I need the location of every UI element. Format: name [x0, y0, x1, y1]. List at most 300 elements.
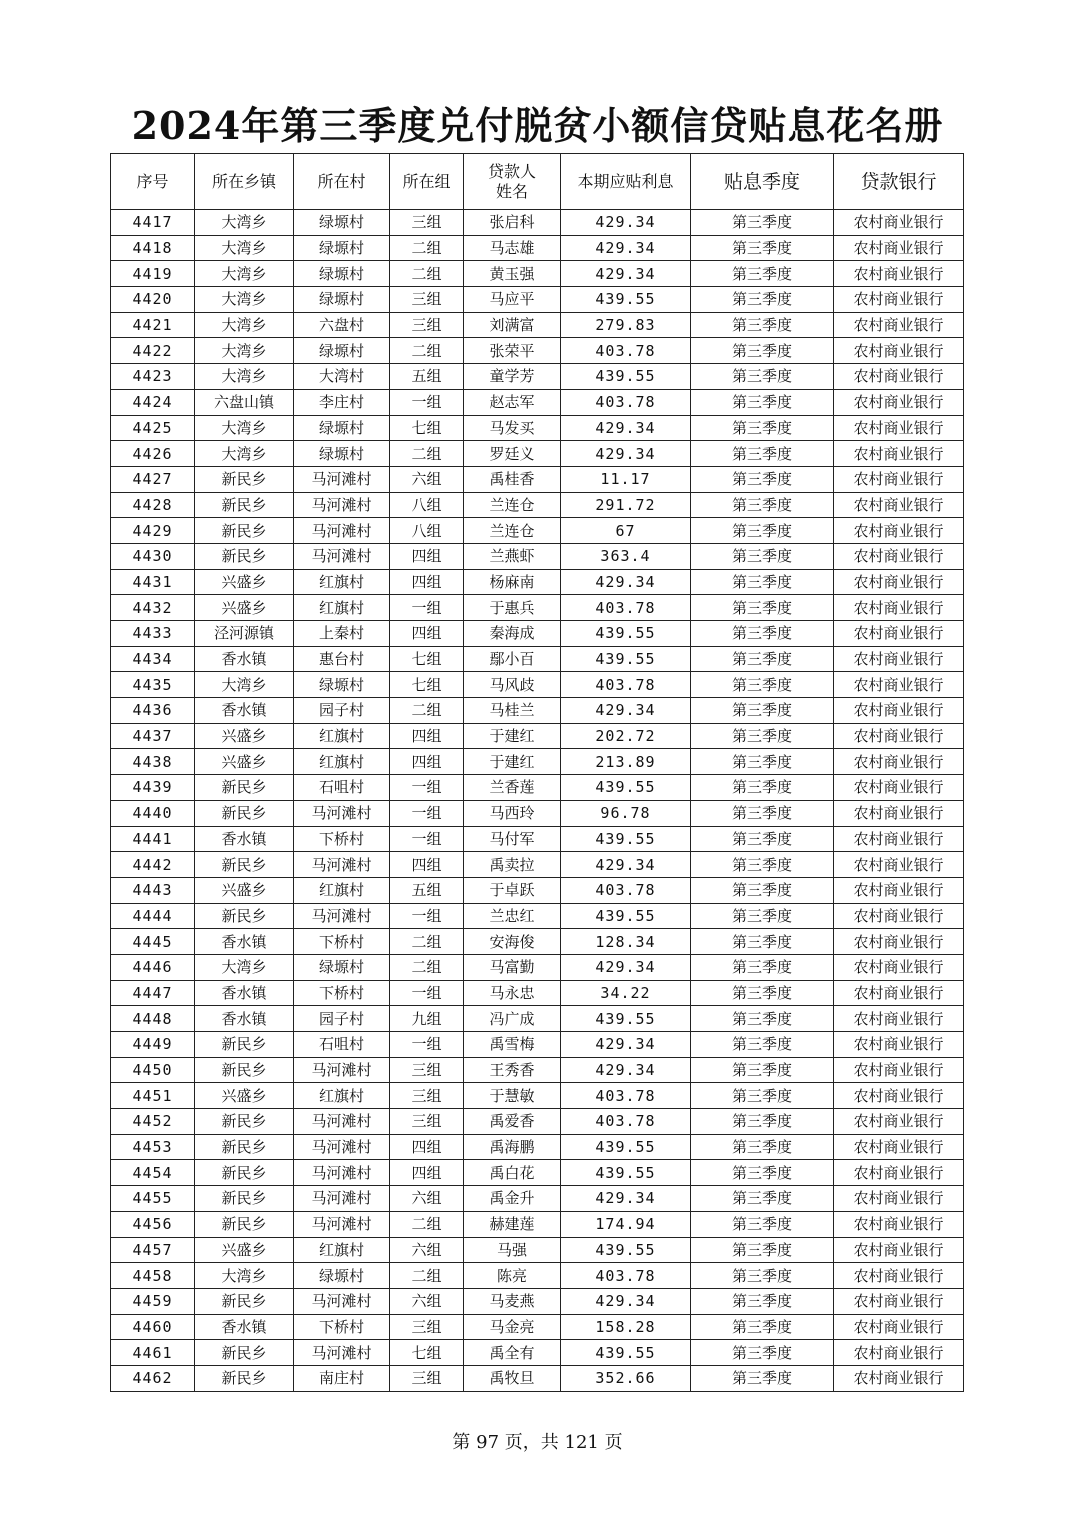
bank-cell: 农村商业银行: [834, 1032, 964, 1058]
bank-cell: 农村商业银行: [834, 723, 964, 749]
serial-cell: 4423: [111, 364, 195, 390]
serial-cell: 4452: [111, 1109, 195, 1135]
group-cell: 一组: [390, 903, 464, 929]
village-cell: 绿塬村: [294, 954, 390, 980]
township-cell: 泾河源镇: [195, 621, 294, 647]
borrower-name-cell: 马金亮: [464, 1314, 561, 1340]
table-row: [111, 903, 964, 929]
village-cell: 马河滩村: [294, 518, 390, 544]
township-cell: 新民乡: [195, 1032, 294, 1058]
bank-cell: 农村商业银行: [834, 954, 964, 980]
township-cell: 兴盛乡: [195, 749, 294, 775]
interest-cell: 439.55: [561, 775, 691, 801]
interest-cell: 429.34: [561, 1057, 691, 1083]
village-cell: 下桥村: [294, 1314, 390, 1340]
village-cell: 红旗村: [294, 595, 390, 621]
serial-cell: 4427: [111, 466, 195, 492]
page-title: 2024年第三季度兑付脱贫小额信贷贴息花名册: [131, 103, 944, 148]
township-cell: 大湾乡: [195, 415, 294, 441]
interest-cell: 439.55: [561, 1134, 691, 1160]
quarter-cell: 第三季度: [691, 518, 834, 544]
township-cell: 新民乡: [195, 492, 294, 518]
bank-cell: 农村商业银行: [834, 466, 964, 492]
serial-cell: 4428: [111, 492, 195, 518]
table-row: [111, 389, 964, 415]
bank-cell: 农村商业银行: [834, 569, 964, 595]
quarter-cell: 第三季度: [691, 415, 834, 441]
township-cell: 兴盛乡: [195, 877, 294, 903]
group-cell: 四组: [390, 749, 464, 775]
borrower-name-cell: 张荣平: [464, 338, 561, 364]
interest-cell: 439.55: [561, 1340, 691, 1366]
serial-cell: 4422: [111, 338, 195, 364]
township-cell: 香水镇: [195, 646, 294, 672]
table-row: [111, 235, 964, 261]
interest-cell: 429.34: [561, 852, 691, 878]
table-row: [111, 595, 964, 621]
table-row: [111, 1006, 964, 1032]
table-row: [111, 492, 964, 518]
village-cell: 马河滩村: [294, 1211, 390, 1237]
group-cell: 三组: [390, 1057, 464, 1083]
village-cell: 红旗村: [294, 1237, 390, 1263]
serial-cell: 4451: [111, 1083, 195, 1109]
village-cell: 李庄村: [294, 389, 390, 415]
borrower-name-cell: 兰燕虾: [464, 543, 561, 569]
quarter-cell: 第三季度: [691, 929, 834, 955]
table-row: [111, 1237, 964, 1263]
borrower-name-cell: 赵志军: [464, 389, 561, 415]
borrower-name-cell: 于惠兵: [464, 595, 561, 621]
table-row: [111, 1314, 964, 1340]
township-cell: 新民乡: [195, 1109, 294, 1135]
bank-cell: 农村商业银行: [834, 1314, 964, 1340]
interest-cell: 202.72: [561, 723, 691, 749]
quarter-cell: 第三季度: [691, 1237, 834, 1263]
interest-cell: 96.78: [561, 800, 691, 826]
serial-cell: 4424: [111, 389, 195, 415]
bank-cell: 农村商业银行: [834, 1211, 964, 1237]
table-row: [111, 338, 964, 364]
interest-cell: 429.34: [561, 441, 691, 467]
interest-cell: 429.34: [561, 261, 691, 287]
village-cell: 大湾村: [294, 364, 390, 390]
interest-cell: 403.78: [561, 672, 691, 698]
interest-cell: 429.34: [561, 1186, 691, 1212]
township-cell: 新民乡: [195, 466, 294, 492]
interest-cell: 403.78: [561, 595, 691, 621]
serial-cell: 4426: [111, 441, 195, 467]
borrower-name-cell: 杨麻南: [464, 569, 561, 595]
borrower-name-cell: 马应平: [464, 287, 561, 313]
interest-cell: 403.78: [561, 877, 691, 903]
serial-cell: 4456: [111, 1211, 195, 1237]
bank-cell: 农村商业银行: [834, 749, 964, 775]
quarter-cell: 第三季度: [691, 569, 834, 595]
township-cell: 六盘山镇: [195, 389, 294, 415]
group-cell: 一组: [390, 1032, 464, 1058]
serial-cell: 4434: [111, 646, 195, 672]
quarter-cell: 第三季度: [691, 543, 834, 569]
interest-cell: 439.55: [561, 1160, 691, 1186]
group-cell: 二组: [390, 235, 464, 261]
interest-cell: 403.78: [561, 1263, 691, 1289]
serial-cell: 4462: [111, 1365, 195, 1391]
village-cell: 马河滩村: [294, 492, 390, 518]
group-cell: 四组: [390, 543, 464, 569]
township-cell: 新民乡: [195, 1186, 294, 1212]
bank-cell: 农村商业银行: [834, 852, 964, 878]
village-cell: 六盘村: [294, 312, 390, 338]
quarter-cell: 第三季度: [691, 1186, 834, 1212]
village-cell: 马河滩村: [294, 1288, 390, 1314]
interest-cell: 279.83: [561, 312, 691, 338]
group-cell: 六组: [390, 466, 464, 492]
table-row: [111, 826, 964, 852]
interest-cell: 11.17: [561, 466, 691, 492]
borrower-name-cell: 于卓跃: [464, 877, 561, 903]
township-cell: 香水镇: [195, 698, 294, 724]
bank-cell: 农村商业银行: [834, 389, 964, 415]
quarter-cell: 第三季度: [691, 1340, 834, 1366]
bank-cell: 农村商业银行: [834, 1365, 964, 1391]
borrower-name-cell: 于建红: [464, 723, 561, 749]
table-row: [111, 646, 964, 672]
table-body: [111, 210, 964, 1392]
village-cell: 园子村: [294, 1006, 390, 1032]
group-cell: 六组: [390, 1237, 464, 1263]
quarter-cell: 第三季度: [691, 287, 834, 313]
township-cell: 兴盛乡: [195, 595, 294, 621]
header-quarter: 贴息季度: [691, 154, 834, 210]
interest-cell: 403.78: [561, 1083, 691, 1109]
table-row: [111, 1365, 964, 1391]
village-cell: 绿塬村: [294, 441, 390, 467]
township-cell: 大湾乡: [195, 441, 294, 467]
bank-cell: 农村商业银行: [834, 621, 964, 647]
interest-cell: 128.34: [561, 929, 691, 955]
group-cell: 一组: [390, 980, 464, 1006]
borrower-name-cell: 鄢小百: [464, 646, 561, 672]
serial-cell: 4457: [111, 1237, 195, 1263]
group-cell: 八组: [390, 492, 464, 518]
township-cell: 兴盛乡: [195, 569, 294, 595]
table-row: [111, 698, 964, 724]
village-cell: 马河滩村: [294, 1340, 390, 1366]
quarter-cell: 第三季度: [691, 1109, 834, 1135]
interest-cell: 429.34: [561, 569, 691, 595]
village-cell: 下桥村: [294, 826, 390, 852]
serial-cell: 4439: [111, 775, 195, 801]
group-cell: 七组: [390, 1340, 464, 1366]
quarter-cell: 第三季度: [691, 1006, 834, 1032]
borrower-name-cell: 于慧敏: [464, 1083, 561, 1109]
quarter-cell: 第三季度: [691, 775, 834, 801]
group-cell: 一组: [390, 826, 464, 852]
serial-cell: 4441: [111, 826, 195, 852]
quarter-cell: 第三季度: [691, 980, 834, 1006]
bank-cell: 农村商业银行: [834, 441, 964, 467]
village-cell: 绿塬村: [294, 235, 390, 261]
group-cell: 六组: [390, 1186, 464, 1212]
quarter-cell: 第三季度: [691, 466, 834, 492]
interest-cell: 439.55: [561, 826, 691, 852]
borrower-name-cell: 张启科: [464, 210, 561, 236]
table-row: [111, 877, 964, 903]
bank-cell: 农村商业银行: [834, 1057, 964, 1083]
village-cell: 石咀村: [294, 775, 390, 801]
township-cell: 大湾乡: [195, 261, 294, 287]
header-serial: 序号: [111, 154, 195, 210]
interest-cell: 429.34: [561, 415, 691, 441]
group-cell: 四组: [390, 621, 464, 647]
interest-cell: 403.78: [561, 389, 691, 415]
township-cell: 新民乡: [195, 1134, 294, 1160]
table-row: [111, 415, 964, 441]
table-row: [111, 723, 964, 749]
borrower-name-cell: 兰连仓: [464, 492, 561, 518]
interest-cell: 429.34: [561, 1288, 691, 1314]
bank-cell: 农村商业银行: [834, 210, 964, 236]
village-cell: 绿塬村: [294, 672, 390, 698]
bank-cell: 农村商业银行: [834, 672, 964, 698]
serial-cell: 4444: [111, 903, 195, 929]
quarter-cell: 第三季度: [691, 1160, 834, 1186]
interest-cell: 429.34: [561, 210, 691, 236]
group-cell: 二组: [390, 441, 464, 467]
quarter-cell: 第三季度: [691, 749, 834, 775]
township-cell: 新民乡: [195, 852, 294, 878]
table-row: [111, 1057, 964, 1083]
group-cell: 六组: [390, 1288, 464, 1314]
group-cell: 四组: [390, 1134, 464, 1160]
village-cell: 绿塬村: [294, 1263, 390, 1289]
bank-cell: 农村商业银行: [834, 980, 964, 1006]
group-cell: 三组: [390, 312, 464, 338]
township-cell: 香水镇: [195, 1006, 294, 1032]
serial-cell: 4435: [111, 672, 195, 698]
group-cell: 二组: [390, 929, 464, 955]
serial-cell: 4417: [111, 210, 195, 236]
group-cell: 七组: [390, 672, 464, 698]
borrower-name-cell: 马富勤: [464, 954, 561, 980]
township-cell: 新民乡: [195, 1211, 294, 1237]
borrower-name-cell: 兰香莲: [464, 775, 561, 801]
village-cell: 惠台村: [294, 646, 390, 672]
group-cell: 九组: [390, 1006, 464, 1032]
header-borrower-name: 贷款人 姓名: [464, 154, 561, 210]
serial-cell: 4433: [111, 621, 195, 647]
quarter-cell: 第三季度: [691, 1032, 834, 1058]
borrower-name-cell: 罗廷义: [464, 441, 561, 467]
borrower-name-cell: 冯广成: [464, 1006, 561, 1032]
group-cell: 五组: [390, 877, 464, 903]
serial-cell: 4420: [111, 287, 195, 313]
quarter-cell: 第三季度: [691, 1288, 834, 1314]
borrower-name-cell: 兰连仓: [464, 518, 561, 544]
township-cell: 兴盛乡: [195, 1083, 294, 1109]
bank-cell: 农村商业银行: [834, 903, 964, 929]
group-cell: 一组: [390, 775, 464, 801]
serial-cell: 4455: [111, 1186, 195, 1212]
table-row: [111, 1083, 964, 1109]
township-cell: 大湾乡: [195, 287, 294, 313]
table-row: [111, 1160, 964, 1186]
borrower-name-cell: 禹卖拉: [464, 852, 561, 878]
township-cell: 大湾乡: [195, 235, 294, 261]
quarter-cell: 第三季度: [691, 1083, 834, 1109]
township-cell: 新民乡: [195, 518, 294, 544]
village-cell: 绿塬村: [294, 415, 390, 441]
township-cell: 香水镇: [195, 980, 294, 1006]
borrower-name-cell: 马志雄: [464, 235, 561, 261]
village-cell: 下桥村: [294, 929, 390, 955]
bank-cell: 农村商业银行: [834, 877, 964, 903]
bank-cell: 农村商业银行: [834, 338, 964, 364]
quarter-cell: 第三季度: [691, 235, 834, 261]
village-cell: 红旗村: [294, 1083, 390, 1109]
table-row: [111, 621, 964, 647]
table-row: [111, 261, 964, 287]
serial-cell: 4445: [111, 929, 195, 955]
group-cell: 八组: [390, 518, 464, 544]
table-row: [111, 364, 964, 390]
bank-cell: 农村商业银行: [834, 261, 964, 287]
borrower-name-cell: 禹雪梅: [464, 1032, 561, 1058]
village-cell: 马河滩村: [294, 1134, 390, 1160]
serial-cell: 4446: [111, 954, 195, 980]
interest-cell: 439.55: [561, 1237, 691, 1263]
table-row: [111, 1340, 964, 1366]
borrower-name-cell: 禹爱香: [464, 1109, 561, 1135]
bank-cell: 农村商业银行: [834, 543, 964, 569]
township-cell: 新民乡: [195, 903, 294, 929]
quarter-cell: 第三季度: [691, 646, 834, 672]
table-row: [111, 1032, 964, 1058]
table-row: [111, 929, 964, 955]
group-cell: 一组: [390, 595, 464, 621]
township-cell: 大湾乡: [195, 1263, 294, 1289]
table-row: [111, 954, 964, 980]
village-cell: 下桥村: [294, 980, 390, 1006]
table-row: [111, 672, 964, 698]
village-cell: 马河滩村: [294, 466, 390, 492]
table-row: [111, 1263, 964, 1289]
header-interest: 本期应贴利息: [561, 154, 691, 210]
header-group: 所在组: [390, 154, 464, 210]
village-cell: 红旗村: [294, 749, 390, 775]
header-township: 所在乡镇: [195, 154, 294, 210]
village-cell: 绿塬村: [294, 210, 390, 236]
table-row: [111, 518, 964, 544]
group-cell: 二组: [390, 1211, 464, 1237]
group-cell: 三组: [390, 1365, 464, 1391]
quarter-cell: 第三季度: [691, 852, 834, 878]
bank-cell: 农村商业银行: [834, 415, 964, 441]
bank-cell: 农村商业银行: [834, 312, 964, 338]
quarter-cell: 第三季度: [691, 210, 834, 236]
village-cell: 马河滩村: [294, 800, 390, 826]
group-cell: 二组: [390, 261, 464, 287]
quarter-cell: 第三季度: [691, 1365, 834, 1391]
interest-cell: 439.55: [561, 903, 691, 929]
serial-cell: 4437: [111, 723, 195, 749]
quarter-cell: 第三季度: [691, 1134, 834, 1160]
interest-cell: 429.34: [561, 698, 691, 724]
township-cell: 大湾乡: [195, 312, 294, 338]
village-cell: 绿塬村: [294, 287, 390, 313]
interest-cell: 439.55: [561, 621, 691, 647]
table-row: [111, 980, 964, 1006]
township-cell: 新民乡: [195, 1288, 294, 1314]
borrower-name-cell: 马发买: [464, 415, 561, 441]
borrower-name-cell: 马桂兰: [464, 698, 561, 724]
interest-cell: 174.94: [561, 1211, 691, 1237]
serial-cell: 4448: [111, 1006, 195, 1032]
bank-cell: 农村商业银行: [834, 1263, 964, 1289]
table-row: [111, 749, 964, 775]
township-cell: 大湾乡: [195, 338, 294, 364]
interest-cell: 291.72: [561, 492, 691, 518]
bank-cell: 农村商业银行: [834, 518, 964, 544]
group-cell: 四组: [390, 569, 464, 595]
township-cell: 大湾乡: [195, 954, 294, 980]
interest-cell: 439.55: [561, 287, 691, 313]
bank-cell: 农村商业银行: [834, 1109, 964, 1135]
group-cell: 五组: [390, 364, 464, 390]
township-cell: 新民乡: [195, 1160, 294, 1186]
group-cell: 四组: [390, 852, 464, 878]
group-cell: 三组: [390, 210, 464, 236]
bank-cell: 农村商业银行: [834, 698, 964, 724]
interest-cell: 352.66: [561, 1365, 691, 1391]
village-cell: 石咀村: [294, 1032, 390, 1058]
group-cell: 二组: [390, 698, 464, 724]
table-row: [111, 312, 964, 338]
borrower-name-cell: 禹海鹏: [464, 1134, 561, 1160]
quarter-cell: 第三季度: [691, 1314, 834, 1340]
interest-cell: 363.4: [561, 543, 691, 569]
serial-cell: 4431: [111, 569, 195, 595]
table-row: [111, 569, 964, 595]
quarter-cell: 第三季度: [691, 261, 834, 287]
borrower-name-cell: 禹金升: [464, 1186, 561, 1212]
serial-cell: 4429: [111, 518, 195, 544]
borrower-name-cell: 禹全有: [464, 1340, 561, 1366]
bank-cell: 农村商业银行: [834, 1006, 964, 1032]
table-row: [111, 800, 964, 826]
borrower-name-cell: 禹牧旦: [464, 1365, 561, 1391]
interest-cell: 34.22: [561, 980, 691, 1006]
borrower-name-cell: 赫建莲: [464, 1211, 561, 1237]
interest-cell: 403.78: [561, 338, 691, 364]
serial-cell: 4449: [111, 1032, 195, 1058]
bank-cell: 农村商业银行: [834, 929, 964, 955]
borrower-name-cell: 马风歧: [464, 672, 561, 698]
borrower-name-cell: 童学芳: [464, 364, 561, 390]
table-row: [111, 1186, 964, 1212]
quarter-cell: 第三季度: [691, 954, 834, 980]
quarter-cell: 第三季度: [691, 800, 834, 826]
township-cell: 新民乡: [195, 800, 294, 826]
serial-cell: 4450: [111, 1057, 195, 1083]
quarter-cell: 第三季度: [691, 672, 834, 698]
table-row: [111, 1211, 964, 1237]
interest-cell: 439.55: [561, 1006, 691, 1032]
group-cell: 二组: [390, 1263, 464, 1289]
serial-cell: 4461: [111, 1340, 195, 1366]
borrower-name-cell: 禹白花: [464, 1160, 561, 1186]
